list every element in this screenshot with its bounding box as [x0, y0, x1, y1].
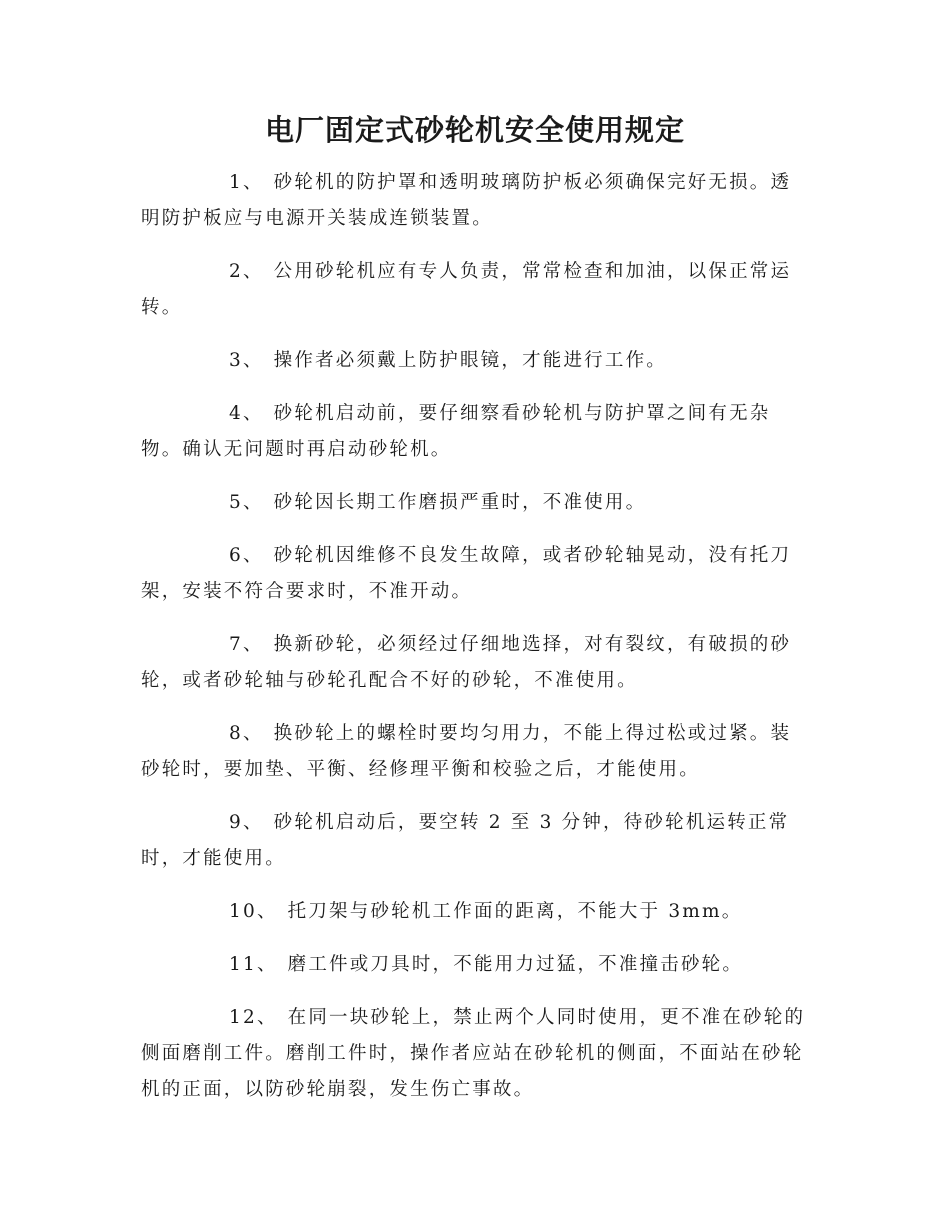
rule-text: 公用砂轮机应有专人负责，常常检查和加油，以保正常运转。: [141, 261, 792, 318]
rule-number: 10、: [229, 901, 278, 922]
rule-number: 4、: [229, 403, 264, 424]
rule-item: [141, 396, 811, 468]
rule-number: 9、: [229, 812, 264, 833]
rule-number: 11、: [229, 954, 278, 975]
rules-list: [141, 165, 811, 1125]
rule-text: 换新砂轮，必须经过仔细地选择，对有裂纹，有破损的砂轮，或者砂轮轴与砂轮孔配合不好的砂轮，不准使用。: [141, 634, 792, 691]
rule-item: [141, 947, 811, 983]
rule-item: [141, 627, 811, 699]
rule-item: [141, 805, 811, 877]
rule-number: 3、: [229, 350, 264, 371]
rule-item: [141, 485, 811, 521]
rule-item: [141, 254, 811, 326]
rule-number: 8、: [229, 723, 264, 744]
rule-text: 在同一块砂轮上，禁止两个人同时使用，更不准在砂轮的侧面磨削工件。磨削工件时，操作者应站在砂轮机的侧面，不面站在砂轮机的正面，以防砂轮崩裂，发生伤亡事故。: [141, 1007, 806, 1100]
rule-number: 5、: [229, 492, 264, 513]
rule-text: 换砂轮上的螺栓时要均匀用力，不能上得过松或过紧。装砂轮时，要加垫、平衡、经修理平衡和校验之后，才能使用。: [141, 723, 792, 780]
rule-item: [141, 1000, 811, 1108]
rule-text: 砂轮因长期工作磨损严重时，不准使用。: [273, 492, 647, 513]
rule-text: 砂轮机因维修不良发生故障，或者砂轮轴晃动，没有托刀架，安装不符合要求时，不准开动。: [141, 545, 792, 602]
rule-item: [141, 343, 811, 379]
rule-text: 砂轮机启动前，要仔细察看砂轮机与防护罩之间有无杂物。确认无问题时再启动砂轮机。: [141, 403, 771, 460]
rule-item: [141, 716, 811, 788]
rule-item: [141, 165, 811, 237]
rule-number: 2、: [229, 261, 264, 282]
rule-text: 砂轮机的防护罩和透明玻璃防护板必须确保完好无损。透明防护板应与电源开关装成连锁装置。: [141, 172, 792, 229]
rule-number: 1、: [229, 172, 264, 193]
rule-item: [141, 538, 811, 610]
rule-number: 12、: [229, 1007, 278, 1028]
rule-item: [141, 894, 811, 930]
rule-number: 7、: [229, 634, 264, 655]
rule-number: 6、: [229, 545, 264, 566]
rule-text: 砂轮机启动后，要空转 2 至 3 分钟，待砂轮机运转正常时，才能使用。: [141, 812, 790, 869]
rule-text: 磨工件或刀具时，不能用力过猛，不准撞击砂轮。: [287, 954, 744, 975]
document-title: 电厂固定式砂轮机安全使用规定: [264, 113, 685, 147]
rule-text: 操作者必须戴上防护眼镜，才能进行工作。: [273, 350, 667, 371]
rule-text: 托刀架与砂轮机工作面的距离，不能大于 3mm。: [287, 901, 743, 922]
